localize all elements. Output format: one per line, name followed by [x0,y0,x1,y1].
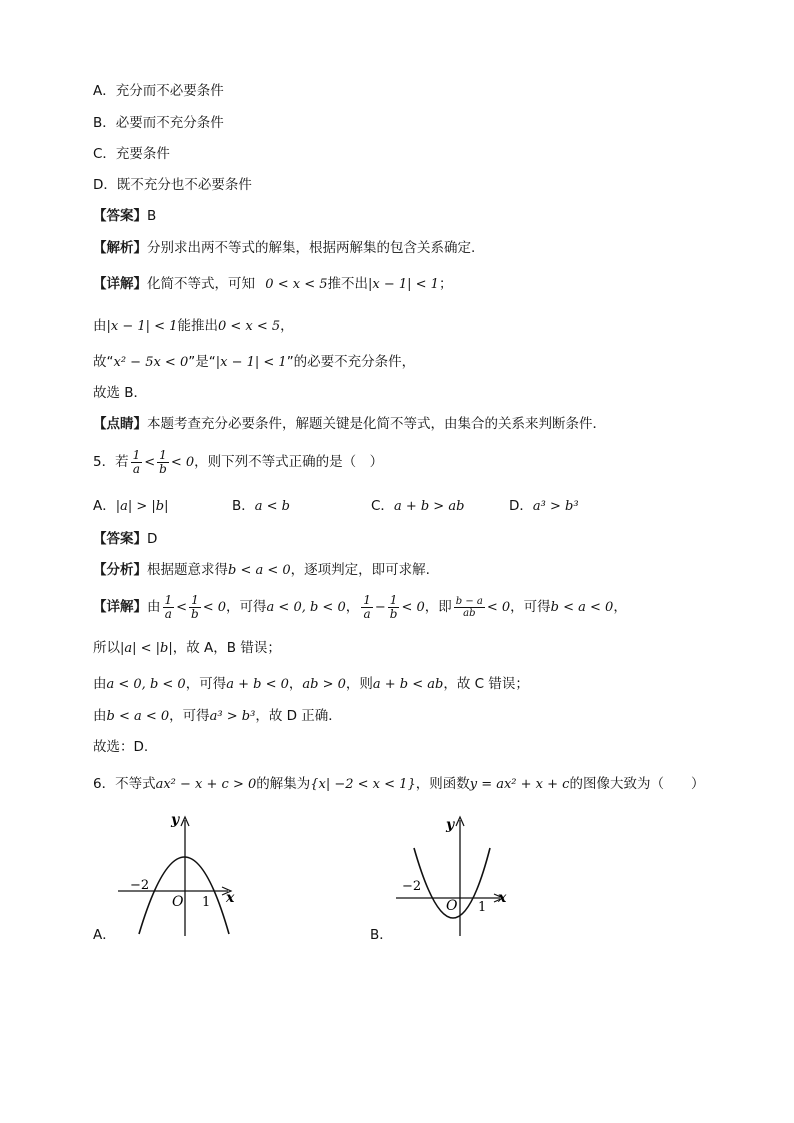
detail-tag: 【详解】 [93,599,147,615]
y-axis-label: y [171,812,180,828]
q5-prefix: 5．若 [93,454,129,470]
line-pre: 由 [93,676,107,692]
detail-c5: ， [613,599,627,615]
frac-num: b − a [455,595,483,607]
line-m4: a + b < ab [372,677,444,692]
frac-den: b [159,461,167,476]
line-m3: ab > 0 [302,677,346,692]
frac-num: 1 [164,592,173,607]
q5-rest: < 0 [170,455,195,470]
detail-zero3: < 0 [486,600,511,615]
comment-tag: 【点睛】 [93,416,147,432]
detail-m1: a < 0, b < 0 [266,600,346,615]
q4-comment [93,415,606,433]
q4-detail [93,275,452,294]
parabola-curve [139,857,229,934]
frac-num: 1 [157,449,169,463]
detail-frac-5 [454,596,485,619]
origin-label: O [446,898,458,914]
line3-mid: ”是“ [188,354,216,370]
analysis-text: 分别求出两不等式的解集，根据两解集的包含关系确定. [147,240,476,256]
detail-minus: − [374,600,386,615]
q5-detail [93,592,627,623]
line3-post: ”的必要不充分条件， [286,354,416,370]
line2-ineq2: 0 < x < 5 [217,319,281,334]
detail-c3: ，即 [424,599,452,615]
q6-m1: ax² − x + c > 0 [155,777,257,792]
line-post: ，故 A，B 错误； [172,640,281,656]
frac-den: ab [463,607,476,619]
detail-post: ； [438,276,453,292]
line3-ineq1: x² − 5x < 0 [113,355,189,370]
y-axis-label: y [446,817,455,833]
q5-line2 [93,639,281,658]
answer-text: D [147,531,158,547]
detail-c2: ， [345,599,360,615]
line-m1: a < 0, b < 0 [106,677,186,692]
detail-m2: b < a < 0 [550,600,614,615]
analysis-math: b < a < 0 [228,563,291,578]
frac-den: a [132,461,140,476]
frac-num: 1 [363,592,371,607]
frac-num: 1 [132,447,141,462]
option-label: D． [509,498,533,514]
line-post: ，故 D 正确． [255,708,342,724]
line2-pre: 由 [93,318,107,334]
detail-frac-2 [189,594,201,621]
tick-right-label: 1 [202,895,211,910]
frac-num: 1 [189,594,201,608]
q4-analysis [93,239,475,257]
tick-right-label: 1 [478,900,487,915]
detail-ineq1: 0 < x < 5 [265,277,328,292]
line2-ineq1: |x − 1| < 1 [106,319,178,334]
q4-option-b: B．必要而不充分条件 [93,115,224,131]
q5-frac-2 [157,449,169,476]
answer-text: B [147,208,157,224]
q5-line4 [93,707,342,726]
detail-c1: ，可得 [226,599,267,615]
q5-lt: < [144,455,156,470]
q5-answer [93,530,157,548]
line-c1: ，可得 [169,708,210,724]
q5-option-a [93,494,169,514]
tick-left-label: −2 [402,879,422,894]
line-m2: a³ > b³ [209,709,256,724]
detail-frac-4 [388,594,400,621]
analysis-tag: 【解析】 [93,240,147,256]
graph-b-label: B． [370,927,393,943]
q4-line2 [93,317,294,336]
q5-option-b [232,494,290,514]
frac-num: 1 [388,594,400,608]
q4-line3 [93,353,415,372]
q4-answer [93,207,156,225]
detail-pre: 由 [147,599,161,615]
line-c2: ， [288,676,303,692]
q5-option-d [509,494,579,514]
line-m1: b < a < 0 [106,709,170,724]
line-pre: 由 [93,708,107,724]
analysis-tag: 【分析】 [93,562,147,578]
line2-post: ， [280,318,294,334]
line-m2: a + b < 0 [226,677,289,692]
graph-a-label: A． [93,927,116,943]
analysis-post: ，逐项判定，即可求解. [290,562,430,578]
option-math: a³ > b³ [532,499,579,514]
option-math: a < b [254,499,290,514]
q5-frac-1 [131,449,143,476]
x-axis-label: x [498,890,507,906]
q6-m3: y = ax² + x + c [469,777,570,792]
detail-mid: 推不出 [327,276,368,292]
line-math: |a| < |b| [120,641,173,656]
q6-stem [93,775,704,794]
q4-option-d: D．既不充分也不必要条件 [93,177,252,193]
q4-line4: 故选 B． [93,385,148,401]
answer-tag: 【答案】 [93,531,147,547]
q6-m2: {x| −2 < x < 1} [310,777,416,792]
x-axis-label: x [226,890,235,906]
line2-mid: 能推出 [177,318,218,334]
detail-pre: 化简不等式，可知 [147,276,255,292]
q5-stem [93,448,383,477]
detail-zero2: < 0 [401,600,425,615]
q5-suffix: ，则下列不等式正确的是（ ） [194,454,384,470]
q5-option-c [371,494,464,514]
q5-line3 [93,675,529,694]
graph-a [112,812,252,942]
detail-ineq2: |x − 1| < 1 [368,277,439,292]
frac-den: b [191,606,199,621]
q6-mid: 的解集为 [256,776,311,792]
frac-den: b [389,606,398,621]
line-c3: ，则 [345,676,373,692]
line-post: ，故 C 错误； [443,676,529,692]
q6-prefix: 6．不等式 [93,776,156,792]
detail-c4: ，可得 [510,599,551,615]
frac-den: a [363,606,371,621]
detail-lt: < [176,600,188,615]
answer-tag: 【答案】 [93,208,147,224]
q6-suffix: 的图像大致为（ ） [569,776,705,792]
option-label: A． [93,498,116,514]
detail-tag: 【详解】 [93,276,147,292]
q5-analysis [93,561,430,580]
tick-left-label: −2 [130,878,150,893]
line3-pre: 故“ [93,354,114,370]
detail-frac-3 [361,594,373,621]
line-c1: ，可得 [185,676,227,692]
q5-line5: 故选：D. [93,739,149,755]
q4-option-a: A．充分而不必要条件 [93,83,224,99]
graph-b [392,812,532,942]
line3-ineq2: |x − 1| < 1 [215,355,287,370]
option-math: |a| > |b| [115,499,169,514]
comment-text: 本题考查充分必要条件，解题关键是化简不等式，由集合的关系来判断条件． [147,416,606,432]
option-math: a + b > ab [393,499,465,514]
analysis-pre: 根据题意求得 [147,562,228,578]
q6-mid2: ，则函数 [415,776,470,792]
option-label: B． [232,498,255,514]
detail-frac-1 [163,594,175,621]
detail-zero: < 0 [202,600,227,615]
origin-label: O [172,894,184,910]
line-pre: 所以 [93,640,120,656]
option-label: C． [371,498,394,514]
q4-option-c: C．充要条件 [93,146,170,162]
frac-den: a [164,606,172,621]
